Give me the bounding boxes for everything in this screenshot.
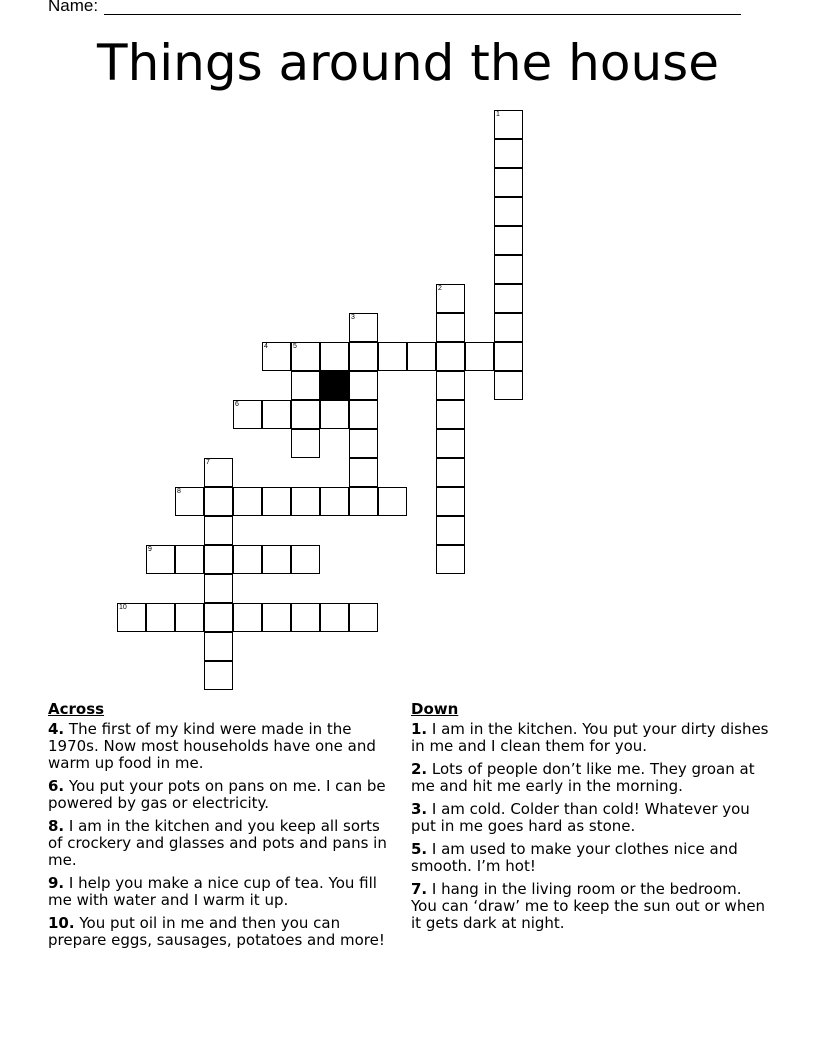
crossword-cell[interactable] — [349, 400, 378, 429]
crossword-cell[interactable] — [262, 400, 291, 429]
crossword-cell[interactable] — [204, 487, 233, 516]
crossword-cell[interactable] — [378, 342, 407, 371]
crossword-cell[interactable] — [349, 342, 378, 371]
across-clues — [48, 701, 398, 955]
clue-number: 8 — [177, 488, 181, 495]
crossword-cell[interactable] — [262, 545, 291, 574]
puzzle-title: Things around the house — [97, 34, 719, 92]
black-cell — [320, 371, 349, 400]
crossword-cell[interactable] — [291, 371, 320, 400]
crossword-cell[interactable] — [494, 371, 523, 400]
clue-number: 5 — [293, 343, 297, 350]
crossword-cell[interactable] — [436, 545, 465, 574]
crossword-cell[interactable] — [494, 110, 523, 139]
clue-across-10: 10. You put oil in me and then you can prepare eggs, sausages, potatoes and more! — [48, 914, 385, 949]
crossword-cell[interactable] — [436, 458, 465, 487]
crossword-cell[interactable] — [175, 545, 204, 574]
clue-down-1: 1. I am in the kitchen. You put your dirty dishes in me and I clean them for you. — [411, 720, 769, 755]
crossword-cell[interactable] — [146, 545, 175, 574]
crossword-cell[interactable] — [204, 632, 233, 661]
crossword-cell[interactable] — [494, 342, 523, 371]
crossword-cell[interactable] — [291, 342, 320, 371]
crossword-cell[interactable] — [494, 168, 523, 197]
crossword-cell[interactable] — [436, 313, 465, 342]
clue-across-4: 4. The first of my kind were made in the 1970s. Now most households have one and warm up food in me. — [48, 720, 376, 772]
crossword-cell[interactable] — [204, 574, 233, 603]
clue-down-5: 5. I am used to make your clothes nice and smooth. I’m hot! — [411, 840, 738, 875]
crossword-cell[interactable] — [436, 371, 465, 400]
crossword-cell[interactable] — [320, 400, 349, 429]
crossword-cell[interactable] — [494, 313, 523, 342]
crossword-cell[interactable] — [262, 342, 291, 371]
crossword-cell[interactable] — [407, 342, 436, 371]
clue-across-9: 9. I help you make a nice cup of tea. You fill me with water and I warm it up. — [48, 874, 377, 909]
down-heading: Down — [411, 700, 459, 718]
crossword-cell[interactable] — [320, 342, 349, 371]
clue-number: 2 — [438, 285, 442, 292]
clue-down-3: 3. I am cold. Colder than cold! Whatever you put in me goes hard as stone. — [411, 800, 750, 835]
crossword-cell[interactable] — [233, 400, 262, 429]
crossword-cell[interactable] — [204, 661, 233, 690]
clue-number: 10 — [119, 604, 127, 611]
crossword-cell[interactable] — [291, 545, 320, 574]
crossword-cell[interactable] — [436, 284, 465, 313]
clue-number: 4 — [264, 343, 268, 350]
crossword-cell[interactable] — [233, 545, 262, 574]
crossword-cell[interactable] — [494, 255, 523, 284]
clue-down-2: 2. Lots of people don’t like me. They groan at me and hit me early in the morning. — [411, 760, 755, 795]
crossword-cell[interactable] — [233, 603, 262, 632]
crossword-cell[interactable] — [436, 342, 465, 371]
crossword-cell[interactable] — [204, 545, 233, 574]
crossword-cell[interactable] — [436, 400, 465, 429]
crossword-cell[interactable] — [204, 603, 233, 632]
crossword-cell[interactable] — [436, 487, 465, 516]
crossword-cell[interactable] — [175, 487, 204, 516]
crossword-cell[interactable] — [494, 226, 523, 255]
clue-number: 3 — [351, 314, 355, 321]
crossword-cell[interactable] — [349, 487, 378, 516]
crossword-cell[interactable] — [262, 603, 291, 632]
crossword-cell[interactable] — [349, 603, 378, 632]
clue-number: 7 — [206, 459, 210, 466]
clue-down-7: 7. I hang in the living room or the bedroom. You can ‘draw’ me to keep the sun out or when it gets dark at night. — [411, 880, 766, 932]
crossword-cell[interactable] — [436, 429, 465, 458]
clue-across-8: 8. I am in the kitchen and you keep all sorts of crockery and glasses and pots and pans in me. — [48, 817, 387, 869]
clue-number: 1 — [496, 111, 500, 118]
crossword-cell[interactable] — [291, 487, 320, 516]
crossword-cell[interactable] — [349, 429, 378, 458]
crossword-cell[interactable] — [204, 516, 233, 545]
crossword-cell[interactable] — [233, 487, 262, 516]
crossword-cell[interactable] — [262, 487, 291, 516]
clue-across-6: 6. You put your pots on pans on me. I can be powered by gas or electricity. — [48, 777, 386, 812]
crossword-cell[interactable] — [494, 139, 523, 168]
crossword-cell[interactable] — [320, 603, 349, 632]
crossword-cell[interactable] — [494, 197, 523, 226]
crossword-cell[interactable] — [494, 284, 523, 313]
crossword-cell[interactable] — [349, 371, 378, 400]
crossword-cell[interactable] — [349, 458, 378, 487]
crossword-cell[interactable] — [175, 603, 204, 632]
crossword-cell[interactable] — [320, 487, 349, 516]
crossword-cell[interactable] — [349, 313, 378, 342]
clue-number: 9 — [148, 546, 152, 553]
crossword-cell[interactable] — [378, 487, 407, 516]
crossword-cell[interactable] — [291, 603, 320, 632]
crossword-cell[interactable] — [436, 516, 465, 545]
clue-number: 6 — [235, 401, 239, 408]
down-clues — [411, 701, 771, 938]
crossword-cell[interactable] — [204, 458, 233, 487]
crossword-cell[interactable] — [465, 342, 494, 371]
crossword-cell[interactable] — [291, 429, 320, 458]
across-heading: Across — [48, 700, 105, 718]
name-label: Name: — [48, 0, 99, 15]
crossword-cell[interactable] — [146, 603, 175, 632]
crossword-cell[interactable] — [117, 603, 146, 632]
crossword-cell[interactable] — [291, 400, 320, 429]
